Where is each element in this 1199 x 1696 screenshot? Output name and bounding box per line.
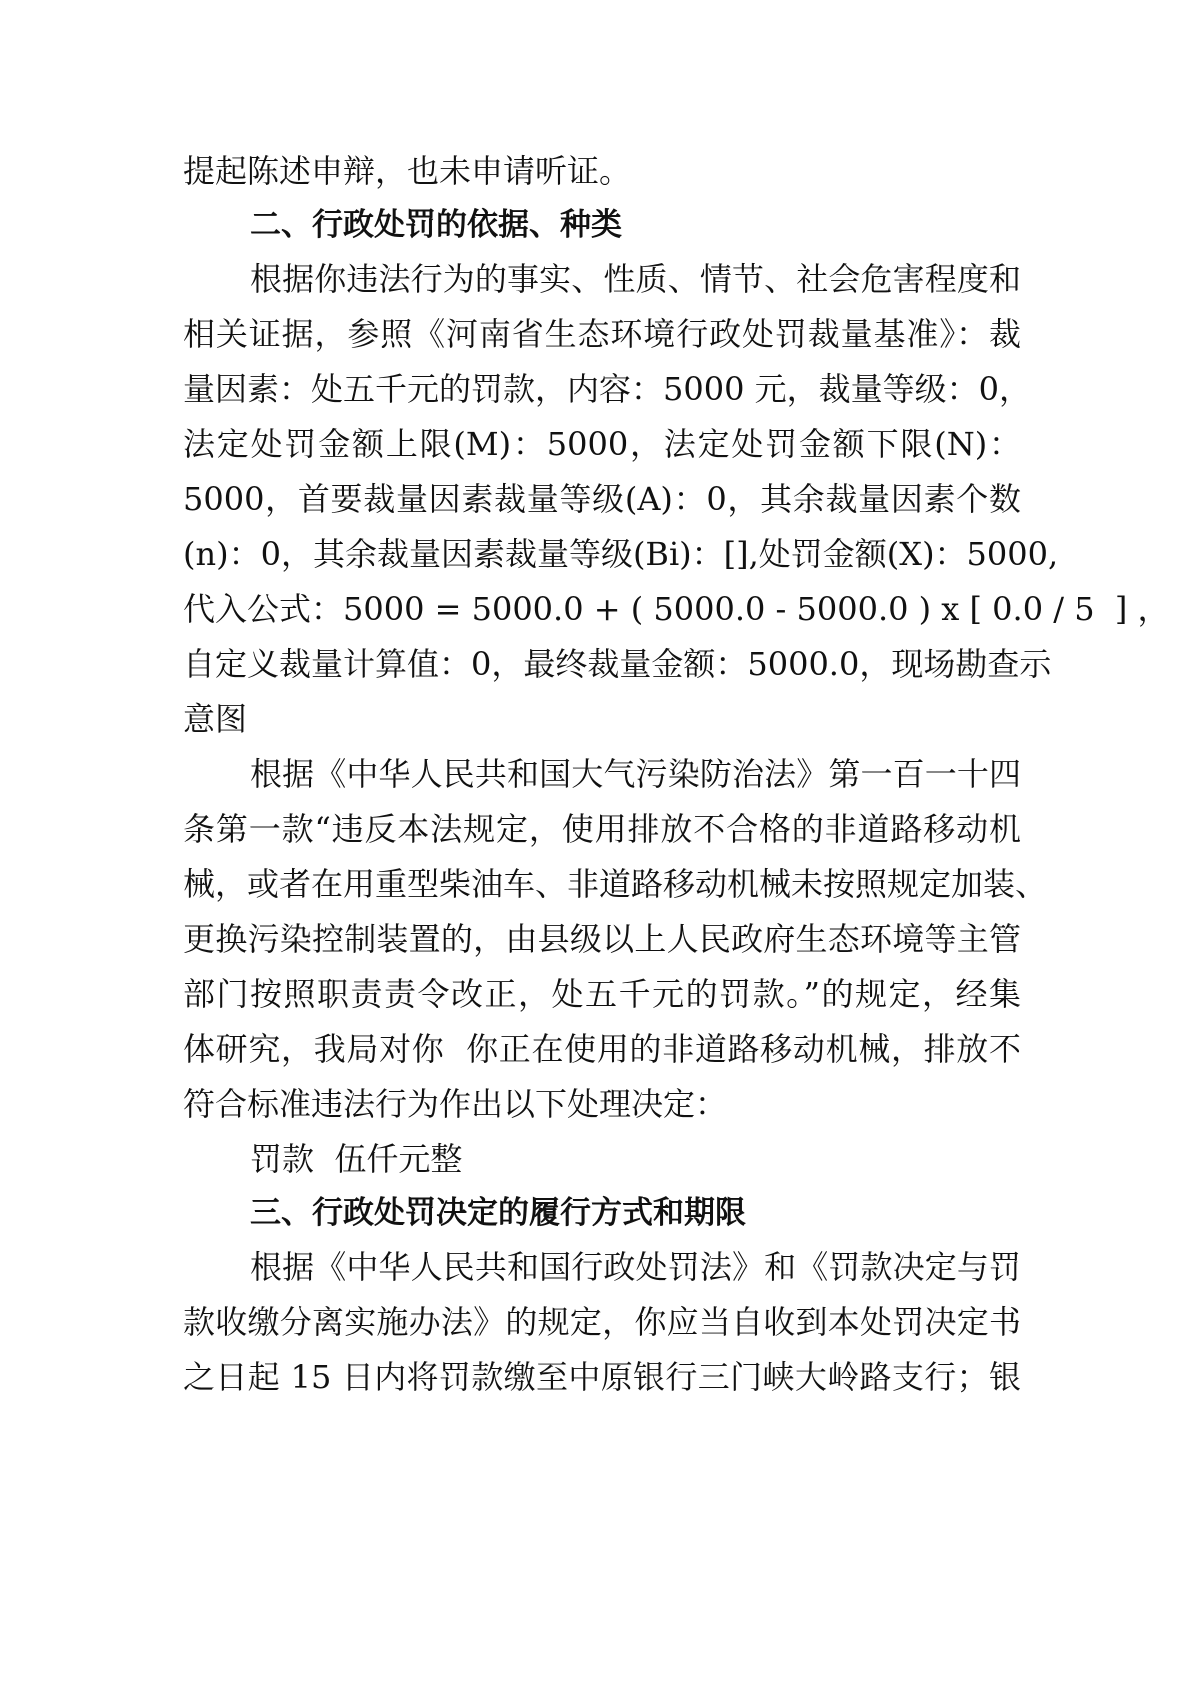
text-line: 自定义裁量计算值：0，最终裁量金额：5000.0，现场勘查示 xyxy=(183,645,1052,683)
text-line: 更换污染控制装置的，由县级以上人民政府生态环境等主管 xyxy=(183,920,1021,958)
text-line: (n)：0，其余裁量因素裁量等级(Bi)：[],处罚金额(X)：5000, xyxy=(183,535,1059,573)
text-line: 5000，首要裁量因素裁量等级(A)：0，其余裁量因素个数 xyxy=(183,480,1021,518)
section-heading: 三、行政处罚决定的履行方式和期限 xyxy=(250,1195,746,1231)
text-line: 之日起 15 日内将罚款缴至中原银行三门峡大岭路支行；银 xyxy=(183,1358,1021,1396)
text-line: 根据《中华人民共和国行政处罚法》和《罚款决定与罚 xyxy=(250,1248,1021,1286)
text-line: 代入公式：5000 = 5000.0 + ( 5000.0 - 5000.0 ) x [ 0.0 / 5 ] ， xyxy=(183,590,1170,628)
text-line: 法定处罚金额上限(M)：5000，法定处罚金额下限(N)： xyxy=(183,425,1021,463)
text-line: 根据你违法行为的事实、性质、情节、社会危害程度和 xyxy=(250,260,1021,298)
text-line: 量因素：处五千元的罚款，内容：5000 元，裁量等级：0， xyxy=(183,370,1031,408)
text-line: 条第一款“违反本法规定，使用排放不合格的非道路移动机 xyxy=(183,810,1021,848)
text-line: 款收缴分离实施办法》的规定，你应当自收到本处罚决定书 xyxy=(183,1303,1021,1341)
text-line: 根据《中华人民共和国大气污染防治法》第一百一十四 xyxy=(250,755,1021,793)
text-line: 部门按照职责责令改正，处五千元的罚款。”的规定，经集 xyxy=(183,975,1021,1013)
text-line: 相关证据，参照《河南省生态环境行政处罚裁量基准》：裁 xyxy=(183,315,1021,353)
text-line: 体研究，我局对你 你正在使用的非道路移动机械，排放不 xyxy=(183,1030,1021,1068)
section-heading: 二、行政处罚的依据、种类 xyxy=(250,207,622,243)
text-line: 意图 xyxy=(183,700,248,738)
text-line: 罚款 伍仟元整 xyxy=(250,1140,463,1178)
text-line: 符合标准违法行为作出以下处理决定： xyxy=(183,1085,728,1123)
text-line: 提起陈述申辩，也未申请听证。 xyxy=(183,152,632,190)
text-line: 械，或者在用重型柴油车、非道路移动机械未按照规定加装、 xyxy=(183,865,1048,903)
